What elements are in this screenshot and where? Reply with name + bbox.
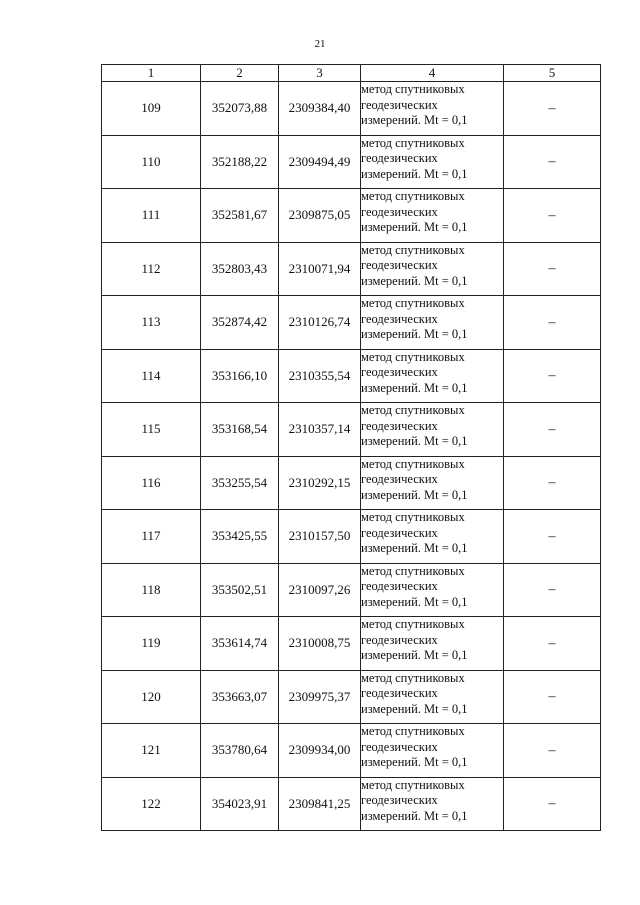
method-line: геодезических [361, 525, 438, 540]
table-row [102, 349, 601, 403]
note-cell: – [504, 563, 601, 617]
method-cell [361, 135, 504, 189]
table-row [102, 82, 601, 136]
method-line: геодезических [361, 793, 438, 808]
y-coordinate-cell: 2309384,40 [279, 82, 361, 136]
method-line: измерений. Mt = 0,1 [361, 380, 468, 395]
point-number-cell: 120 [102, 670, 201, 724]
method-line: геодезических [361, 739, 438, 754]
method-line: измерений. Mt = 0,1 [361, 166, 468, 181]
method-line: геодезических [361, 97, 438, 112]
y-coordinate-cell: 2309841,25 [279, 777, 361, 831]
method-line: метод спутниковых [361, 777, 465, 792]
y-coordinate-cell: 2310071,94 [279, 242, 361, 296]
column-header: 2 [201, 65, 279, 82]
x-coordinate-cell: 352874,42 [201, 296, 279, 350]
point-number-cell: 114 [102, 349, 201, 403]
y-coordinate-cell: 2310157,50 [279, 510, 361, 564]
table-row [102, 777, 601, 831]
table-row [102, 296, 601, 350]
x-coordinate-cell: 353663,07 [201, 670, 279, 724]
table-row [102, 617, 601, 671]
y-coordinate-cell: 2310355,54 [279, 349, 361, 403]
coordinates-table [101, 64, 601, 831]
column-header: 5 [504, 65, 601, 82]
method-cell [361, 617, 504, 671]
x-coordinate-cell: 353425,55 [201, 510, 279, 564]
y-coordinate-cell: 2310008,75 [279, 617, 361, 671]
y-coordinate-cell: 2310097,26 [279, 563, 361, 617]
point-number-cell: 117 [102, 510, 201, 564]
method-cell [361, 670, 504, 724]
point-number-cell: 112 [102, 242, 201, 296]
method-cell [361, 189, 504, 243]
method-line: измерений. Mt = 0,1 [361, 487, 468, 502]
method-cell [361, 242, 504, 296]
method-line: измерений. Mt = 0,1 [361, 541, 468, 556]
y-coordinate-cell: 2309975,37 [279, 670, 361, 724]
method-line: измерений. Mt = 0,1 [361, 113, 468, 128]
column-header: 4 [361, 65, 504, 82]
method-line: геодезических [361, 204, 438, 219]
point-number-cell: 119 [102, 617, 201, 671]
method-cell [361, 510, 504, 564]
note-cell: – [504, 456, 601, 510]
method-line: метод спутниковых [361, 724, 465, 738]
method-cell [361, 563, 504, 617]
table-row [102, 403, 601, 457]
method-line: геодезических [361, 632, 438, 647]
y-coordinate-cell: 2310292,15 [279, 456, 361, 510]
method-line: измерений. Mt = 0,1 [361, 327, 468, 342]
method-line: метод спутниковых [361, 242, 465, 257]
method-line: метод спутниковых [361, 510, 465, 524]
note-cell: – [504, 777, 601, 831]
x-coordinate-cell: 353614,74 [201, 617, 279, 671]
column-header: 3 [279, 65, 361, 82]
table-row [102, 189, 601, 243]
point-number-cell: 118 [102, 563, 201, 617]
method-cell [361, 724, 504, 778]
x-coordinate-cell: 352073,88 [201, 82, 279, 136]
method-line: геодезических [361, 365, 438, 380]
method-line: измерений. Mt = 0,1 [361, 808, 468, 823]
note-cell: – [504, 189, 601, 243]
x-coordinate-cell: 353255,54 [201, 456, 279, 510]
note-cell: – [504, 617, 601, 671]
method-line: геодезических [361, 472, 438, 487]
point-number-cell: 115 [102, 403, 201, 457]
method-line: геодезических [361, 686, 438, 701]
y-coordinate-cell: 2309494,49 [279, 135, 361, 189]
note-cell: – [504, 510, 601, 564]
method-line: измерений. Mt = 0,1 [361, 434, 468, 449]
header-row [102, 65, 601, 82]
table-row [102, 670, 601, 724]
method-line: метод спутниковых [361, 403, 465, 417]
method-line: метод спутниковых [361, 456, 465, 471]
column-header: 1 [102, 65, 201, 82]
method-line: метод спутниковых [361, 296, 465, 310]
table-row [102, 724, 601, 778]
method-cell [361, 403, 504, 457]
note-cell: – [504, 82, 601, 136]
x-coordinate-cell: 354023,91 [201, 777, 279, 831]
point-number-cell: 113 [102, 296, 201, 350]
method-line: геодезических [361, 311, 438, 326]
x-coordinate-cell: 352581,67 [201, 189, 279, 243]
table-row [102, 563, 601, 617]
note-cell: – [504, 349, 601, 403]
y-coordinate-cell: 2310126,74 [279, 296, 361, 350]
method-line: метод спутниковых [361, 670, 465, 685]
table-row [102, 456, 601, 510]
method-line: геодезических [361, 258, 438, 273]
page-number: 21 [314, 38, 326, 50]
point-number-cell: 122 [102, 777, 201, 831]
method-line: метод спутниковых [361, 135, 465, 150]
x-coordinate-cell: 353166,10 [201, 349, 279, 403]
point-number-cell: 116 [102, 456, 201, 510]
note-cell: – [504, 670, 601, 724]
x-coordinate-cell: 353502,51 [201, 563, 279, 617]
note-cell: – [504, 296, 601, 350]
table-row [102, 135, 601, 189]
x-coordinate-cell: 353168,54 [201, 403, 279, 457]
point-number-cell: 109 [102, 82, 201, 136]
method-line: метод спутниковых [361, 563, 465, 578]
method-cell [361, 349, 504, 403]
method-cell [361, 777, 504, 831]
method-line: геодезических [361, 579, 438, 594]
method-line: измерений. Mt = 0,1 [361, 648, 468, 663]
method-line: метод спутниковых [361, 82, 465, 96]
x-coordinate-cell: 352803,43 [201, 242, 279, 296]
y-coordinate-cell: 2309875,05 [279, 189, 361, 243]
table-body [102, 82, 601, 831]
method-line: измерений. Mt = 0,1 [361, 220, 468, 235]
table-row [102, 510, 601, 564]
y-coordinate-cell: 2310357,14 [279, 403, 361, 457]
note-cell: – [504, 724, 601, 778]
point-number-cell: 111 [102, 189, 201, 243]
method-cell [361, 456, 504, 510]
note-cell: – [504, 135, 601, 189]
method-line: геодезических [361, 418, 438, 433]
note-cell: – [504, 403, 601, 457]
table-row [102, 242, 601, 296]
method-line: метод спутниковых [361, 349, 465, 364]
method-cell [361, 296, 504, 350]
x-coordinate-cell: 353780,64 [201, 724, 279, 778]
method-line: измерений. Mt = 0,1 [361, 701, 468, 716]
point-number-cell: 121 [102, 724, 201, 778]
method-line: измерений. Mt = 0,1 [361, 594, 468, 609]
method-line: геодезических [361, 151, 438, 166]
method-line: метод спутниковых [361, 617, 465, 631]
x-coordinate-cell: 352188,22 [201, 135, 279, 189]
y-coordinate-cell: 2309934,00 [279, 724, 361, 778]
method-line: измерений. Mt = 0,1 [361, 755, 468, 770]
note-cell: – [504, 242, 601, 296]
method-line: метод спутниковых [361, 189, 465, 203]
method-line: измерений. Mt = 0,1 [361, 273, 468, 288]
method-cell [361, 82, 504, 136]
point-number-cell: 110 [102, 135, 201, 189]
